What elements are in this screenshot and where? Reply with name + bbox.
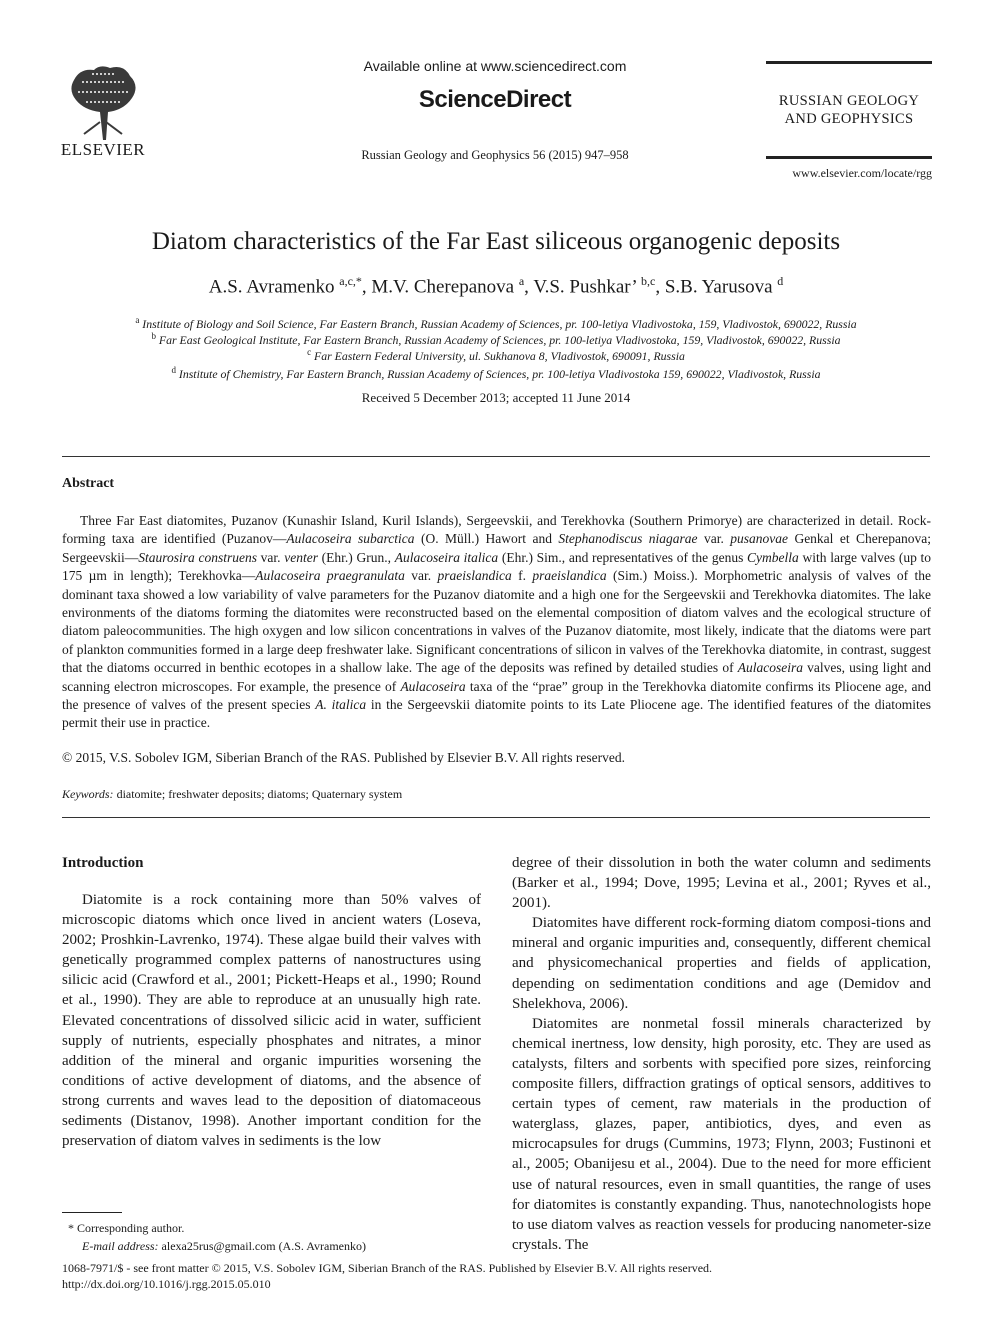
journal-name	[766, 92, 932, 128]
abstract-text: (Sim.) Moiss.). Morphometric analysis of valves of the dominant taxa showed a low variability of valve parameters for the Puzanov diatomite and a high one for the Sergeevskii and Terekhovka diatomites. The lake environments of the diatoms forming the diatomites were reconstructed based on the elemental composition of diatom valves and the ecological structure of diatom paleocommunities. The high oxygen and low silicon concentrations in valves of the Puzanov diatomite, most likely, indicate that the diatoms were part of plankton communities formed in a large deep freshwater lake. Significant concentrations of silicon in valves of the Terekhovka diatomite, in contrast, suggest that the diatoms occurred in benthic ecotopes in a shallow lake. The age of the deposits was refined by detailed studies of	[62, 568, 931, 676]
journal-reference: Russian Geology and Geophysics 56 (2015) 947–958	[361, 148, 629, 162]
journal-name-line2: AND GEOPHYSICS	[784, 111, 914, 127]
paragraph: degree of their dissolution in both the water column and sediments (Barker et al., 1994; Dove, 1995; Levina et al., 2001; Ryves et al., 2001).	[512, 855, 931, 912]
affiliation-d: $^d$ Institute of Chemistry, Far Eastern Branch, Russian Academy of Sciences, pr. 100-letiya Vladivostoka 159, 690022, Vladivostok, Russia	[171, 365, 821, 381]
author-name[interactable]: A.S. Avramenko	[208, 276, 335, 298]
abstract-text: valves, using light and scanning electron microscopes. For example, the presence of	[62, 660, 931, 694]
taxon-name: pusanovae	[730, 531, 789, 547]
abstract-text: Genkal et Cherepanova; Sergeevskii—	[62, 531, 931, 565]
author-name[interactable]: S.B. Yarusova	[664, 276, 773, 298]
author-name[interactable]: M.V. Cherepanova	[371, 276, 515, 298]
author-affiliation-marker: d	[777, 274, 784, 288]
footnote-rule	[62, 1212, 122, 1213]
author-affiliation-marker: b,c	[641, 274, 656, 288]
copyright-notice: © 2015, V.S. Sobolev IGM, Siberian Branch of the RAS. Published by Elsevier B.V. All rights reserved.	[62, 750, 625, 765]
abstract-heading: Abstract	[62, 476, 115, 491]
abstract-text: Three Far East diatomites, Puzanov (Kunashir Island, Kuril Islands), Sergeevskii, and Terekhovka (Southern Primorye) are characterized in detail. Rock-forming taxa are identified (Puzanov—	[62, 513, 931, 547]
doi-link[interactable]: http://dx.doi.org/10.1016/j.rgg.2015.05.010	[62, 1277, 271, 1291]
right-column	[512, 853, 931, 1255]
keywords-list: diatomite; freshwater deposits; diatoms; Quaternary system	[113, 787, 403, 801]
corresponding-author-note	[62, 1221, 492, 1236]
taxon-name: praeislandica	[437, 568, 512, 584]
taxon-name: Cymbella	[747, 549, 799, 565]
footnote-star: *	[68, 1221, 74, 1235]
taxon-name: Aulacoseira subarctica	[286, 531, 415, 547]
publisher-name: ELSEVIER	[60, 140, 146, 159]
taxon-name: Aulacoseira italica	[394, 549, 499, 565]
left-column	[62, 890, 481, 1151]
taxon-name: Aulacoseira	[737, 660, 803, 676]
journal-top-rule	[766, 61, 932, 64]
divider	[62, 817, 930, 818]
affiliation-c: $^c$ Far Eastern Federal University, ul. Sukhanova 8, Vladivostok, 690091, Russia	[307, 347, 685, 363]
email-label: E-mail address:	[82, 1239, 159, 1253]
abstract-body	[62, 512, 931, 733]
keywords-label: Keywords:	[62, 787, 114, 801]
abstract-text: with large valves (up to 175 µm in length); Terekhovka—	[62, 549, 932, 584]
received-dates: Received 5 December 2013; accepted 11 June 2014	[361, 390, 631, 405]
journal-bottom-rule	[766, 156, 932, 159]
section-heading-introduction: Introduction	[62, 855, 144, 871]
journal-name-line1: RUSSIAN GEOLOGY	[778, 93, 920, 109]
taxon-name: praeislandica	[532, 568, 607, 584]
author-list: A.S. Avramenko $^{a,c,*}$, M.V. Cherepanova $^a$, V.S. Pushkar’ $^{b,c}$, S.B. Yarusova $^d$	[208, 274, 784, 298]
abstract-text: in the Sergeevskii diatomite points to its Late Pliocene age. The identified features of the diatomites permit their use in practice.	[62, 697, 931, 731]
abstract-text: (Ehr.) Sim., and representatives of the genus	[498, 549, 748, 565]
elsevier-tree-icon	[64, 62, 142, 142]
abstract-text: var.	[697, 531, 731, 547]
email-link[interactable]: alexa25rus@gmail.com (A.S. Avramenko)	[158, 1239, 366, 1253]
abstract-text: var.	[404, 568, 438, 584]
keywords	[62, 787, 931, 802]
paragraph: Diatomites are nonmetal fossil minerals characterized by chemical inertness, low density, high porosity, etc. They are used as catalysts, filters and sorbents with specified pore sizes, reinforcing composite fillers, diffraction gratings of optical sensors, additives to certain types of cement, raw materials in the production of waterglass, glazes, paper, antibiotics, dyes, and even as microcapsules for drugs (Cummins, 1973; Flynn, 2003; Fustinoni et al., 2005; Obanijesu et al., 2004). Due to the need for more efficient use of natural resources, even in small quantities, the range of uses for diatomites is constantly expanding. Thus, nanotechnologists hope to use diatom valves as reaction vessels for producing nanometer-size crystals. The	[512, 1015, 931, 1253]
taxon-name: A. italica	[315, 697, 367, 713]
affiliation-b: $^b$ Far East Geological Institute, Far Eastern Branch, Russian Academy of Sciences, pr. 100-letiya Vladivostoka, 159, Vladivostok, 690022, Russia	[151, 331, 841, 347]
paragraph: Diatomites have different rock-forming diatom composi-tions and mineral and organic impurities and, consequently, different chemical and physicomechanical properties and fields of application, depending on sedimentation conditions and age (Demidov and Shelekhova, 2006).	[512, 915, 931, 1012]
affiliation-a: $^a$ Institute of Biology and Soil Science, Far Eastern Branch, Russian Academy of Sciences, pr. 100-letiya Vladivostoka, 159, Vladivostok, 690022, Russia	[135, 315, 857, 331]
issn-line: 1068-7971/$ - see front matter © 2015, V.S. Sobolev IGM, Siberian Branch of the RAS. Published by Elsevier B.V. All rights reserved.	[62, 1261, 713, 1275]
paragraph: Diatomite is a rock containing more than 50% valves of microscopic diatoms which once lived in ancient waters (Loseva, 2002; Proshkin-Lavrenko, 1974). These algae build their valves with genetically programmed complex patterns of nanostructures using silicic acid (Crawford et al., 2001; Pickett-Heaps et al., 1990; Round et al., 1990). They are able to reproduce at an unusually high rate. Elevated concentrations of dissolved silicic acid in water, sufficient supply of nutrients, especially phosphates and nitrates, a minor addition of the mineral and organic impurities worsening the conditions of active development of diatoms, and the absence of strong currents and waves lead to the deposition of diatomaceous sediments (Distanov, 1998). Another important condition for the preservation of diatom valves in sediments is the low	[62, 892, 481, 1150]
author-affiliation-marker: a	[518, 274, 525, 288]
author-affiliation-marker: a,c,*	[339, 274, 362, 288]
taxon-name: venter	[284, 549, 318, 565]
abstract-text: (Ehr.) Grun.,	[317, 549, 395, 565]
email-note	[62, 1239, 512, 1254]
divider	[62, 456, 930, 457]
taxon-name: Staurosira construens	[138, 549, 257, 565]
abstract-text: f.	[511, 568, 533, 584]
taxon-name: Stephanodiscus niagarae	[558, 531, 698, 547]
abstract-text: var.	[256, 549, 285, 565]
available-online: Available online at www.sciencedirect.com	[363, 58, 627, 74]
corresponding-label: Corresponding author.	[77, 1221, 185, 1235]
journal-url-link[interactable]: www.elsevier.com/locate/rgg	[792, 166, 932, 180]
abstract-text: (O. Müll.) Hawort and	[414, 531, 559, 547]
elsevier-logo	[58, 62, 148, 162]
abstract-text: taxa of the “prae” group in the Terekhovka diatomite confirms its Pliocene age, and the presence of valves of the present species	[62, 678, 931, 713]
taxon-name: Aulacoseira	[400, 678, 466, 694]
taxon-name: Aulacoseira praegranulata	[255, 568, 405, 584]
article-title: Diatom characteristics of the Far East siliceous organogenic deposits	[151, 228, 841, 255]
sciencedirect-logo: ScienceDirect	[418, 86, 572, 113]
author-name[interactable]: V.S. Pushkar’	[533, 276, 637, 298]
